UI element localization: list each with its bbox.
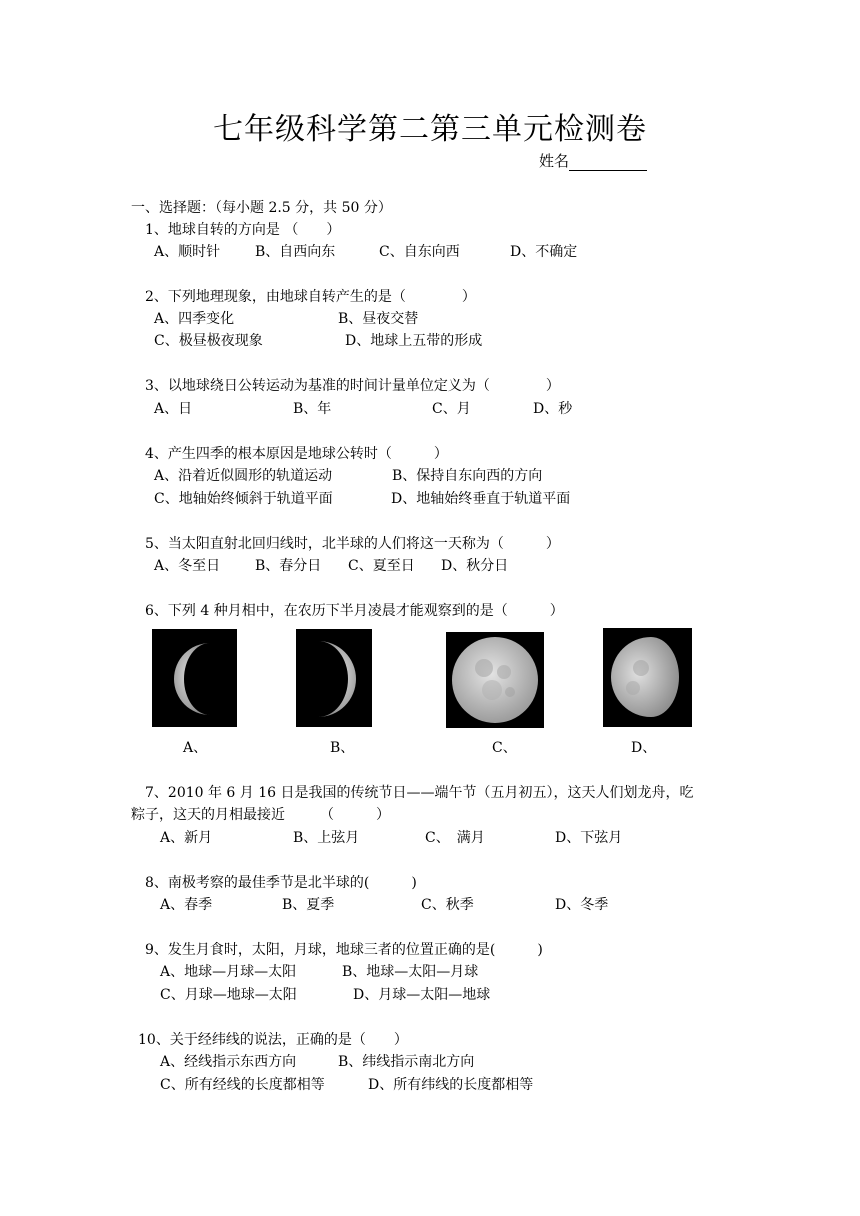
name-label: 姓名 [539, 152, 570, 170]
q8-option-c[interactable]: C、秋季 [421, 897, 474, 913]
q5-option-c[interactable]: C、夏至日 [348, 558, 415, 574]
q1-option-a[interactable]: A、顺时针 [154, 244, 221, 260]
question-4-stem: 4、产生四季的根本原因是地球公转时（ ） [145, 446, 448, 462]
q3-option-a[interactable]: A、日 [154, 401, 193, 417]
gibbous-moon-icon [603, 628, 692, 727]
q4-option-d[interactable]: D、地轴始终垂直于轨道平面 [391, 491, 571, 507]
q2-option-a[interactable]: A、四季变化 [154, 311, 235, 327]
question-9-stem: 9、发生月食时，太阳，月球，地球三者的位置正确的是( ) [145, 942, 543, 958]
question-6-stem: 6、下列 4 种月相中，在农历下半月凌晨才能观察到的是（ ） [145, 603, 564, 619]
q9-option-b[interactable]: B、地球—太阳—月球 [342, 964, 479, 980]
question-7-stem-line2: 粽子，这天的月相最接近 （ ） [131, 807, 390, 823]
q3-option-d[interactable]: D、秒 [533, 401, 573, 417]
q7-option-b[interactable]: B、上弦月 [293, 830, 360, 846]
question-1-stem: 1、地球自转的方向是 （ ） [145, 222, 341, 238]
q10-option-a[interactable]: A、经线指示东西方向 [160, 1054, 297, 1070]
crescent-moon-icon [152, 629, 237, 727]
q3-option-b[interactable]: B、年 [293, 401, 332, 417]
q9-option-c[interactable]: C、月球—地球—太阳 [160, 987, 297, 1003]
q1-option-c[interactable]: C、自东向西 [379, 244, 460, 260]
q10-option-b[interactable]: B、纬线指示南北方向 [338, 1054, 475, 1070]
q6-option-b[interactable]: B、 [330, 740, 355, 756]
full-moon-icon [446, 632, 544, 728]
q10-option-c[interactable]: C、所有经线的长度都相等 [160, 1077, 325, 1093]
section-heading: 一、选择题：（每小题 2.5 分，共 50 分） [131, 200, 392, 216]
q6-option-d[interactable]: D、 [631, 740, 657, 756]
q8-option-d[interactable]: D、冬季 [555, 897, 609, 913]
question-10-stem: 10、关于经纬线的说法，正确的是（ ） [138, 1032, 408, 1048]
q4-option-b[interactable]: B、保持自东向西的方向 [392, 468, 543, 484]
q6-option-c[interactable]: C、 [492, 740, 517, 756]
q1-option-b[interactable]: B、自西向东 [255, 244, 336, 260]
q4-option-c[interactable]: C、地轴始终倾斜于轨道平面 [154, 491, 333, 507]
q5-option-a[interactable]: A、冬至日 [154, 558, 221, 574]
question-3-stem: 3、以地球绕日公转运动为基准的时间计量单位定义为（ ） [145, 378, 560, 394]
q3-option-c[interactable]: C、月 [432, 401, 471, 417]
q1-option-d[interactable]: D、不确定 [510, 244, 578, 260]
q2-option-d[interactable]: D、地球上五带的形成 [345, 333, 483, 349]
q7-option-c[interactable]: C、 满月 [425, 830, 485, 846]
q10-option-d[interactable]: D、所有纬线的长度都相等 [368, 1077, 534, 1093]
name-field [539, 150, 647, 171]
q7-option-a[interactable]: A、新月 [160, 830, 213, 846]
moon-image-b[interactable] [296, 629, 372, 727]
moon-image-c[interactable] [446, 632, 544, 728]
question-7-stem-line1: 7、2010 年 6 月 16 日是我国的传统节日——端午节（五月初五），这天人们划龙舟，吃 [145, 785, 694, 801]
q7-option-d[interactable]: D、下弦月 [555, 830, 623, 846]
q4-option-a[interactable]: A、沿着近似圆形的轨道运动 [154, 468, 333, 484]
q2-option-c[interactable]: C、极昼极夜现象 [154, 333, 263, 349]
q9-option-d[interactable]: D、月球—太阳—地球 [353, 987, 491, 1003]
question-8-stem: 8、南极考察的最佳季节是北半球的( ) [145, 875, 417, 891]
q8-option-a[interactable]: A、春季 [160, 897, 213, 913]
q2-option-b[interactable]: B、昼夜交替 [338, 311, 419, 327]
moon-image-d[interactable] [603, 628, 692, 727]
crescent-moon-icon [296, 629, 372, 727]
q5-option-b[interactable]: B、春分日 [255, 558, 322, 574]
question-5-stem: 5、当太阳直射北回归线时，北半球的人们将这一天称为（ ） [145, 536, 560, 552]
q6-option-a[interactable]: A、 [183, 740, 208, 756]
page-title: 七年级科学第二第三单元检测卷 [213, 112, 647, 147]
q5-option-d[interactable]: D、秋分日 [441, 558, 509, 574]
q8-option-b[interactable]: B、夏季 [282, 897, 335, 913]
name-blank[interactable] [569, 154, 647, 171]
q9-option-a[interactable]: A、地球—月球—太阳 [160, 964, 297, 980]
question-2-stem: 2、下列地理现象，由地球自转产生的是（ ） [145, 289, 476, 305]
moon-image-a[interactable] [152, 629, 237, 727]
